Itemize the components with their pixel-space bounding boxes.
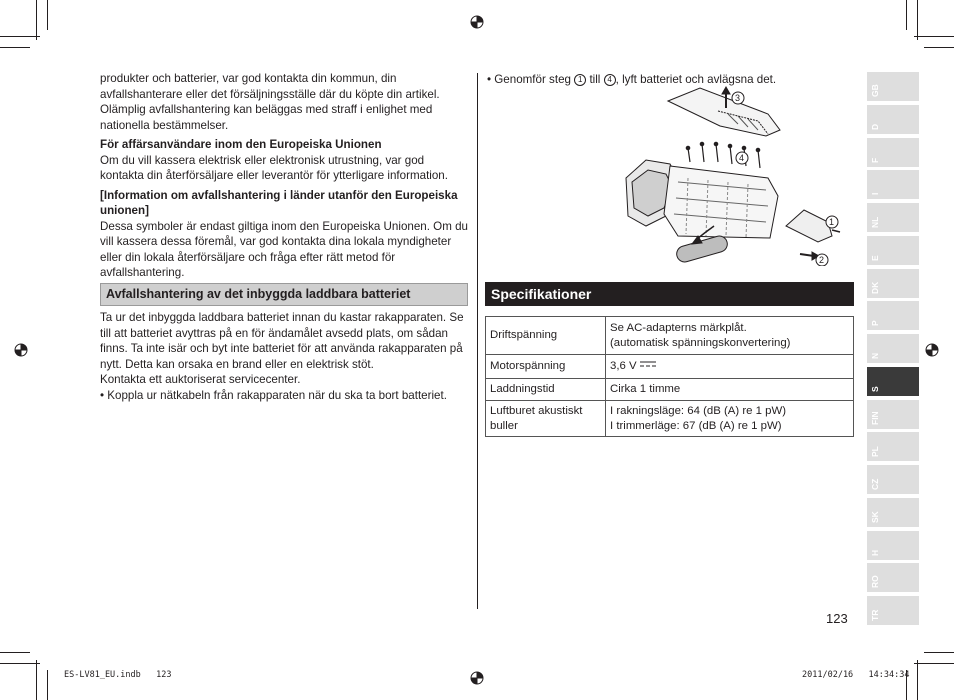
figure-step-label: 3 [735, 93, 741, 103]
left-column [100, 71, 468, 285]
battery-removal-illustration [618, 86, 852, 266]
crop-mark [914, 36, 954, 37]
language-tab-label: S [870, 386, 880, 392]
language-tab-sk [867, 498, 919, 527]
spec-value [606, 401, 854, 437]
language-tab-label: F [870, 157, 880, 163]
language-tab-cz [867, 465, 919, 494]
page-number: 123 [826, 611, 848, 626]
language-tab-fin [867, 400, 919, 429]
column-divider [477, 73, 478, 609]
spec-value-line: 3,6 V [610, 360, 637, 373]
figure-step-label: 1 [829, 217, 835, 227]
language-tab-label: RO [870, 575, 880, 589]
language-tab-e [867, 236, 919, 265]
crop-mark [0, 663, 40, 664]
spec-key: Motorspänning [486, 355, 606, 379]
language-tab-label: D [870, 123, 880, 130]
footer-timestamp: 2011/02/16 14:34:34 [802, 670, 910, 680]
removal-bullet-mid: till [589, 73, 601, 86]
language-tab-label: P [870, 320, 880, 327]
language-tab-i [867, 170, 919, 199]
language-tab-label: I [870, 192, 880, 196]
language-tab-pl [867, 432, 919, 461]
language-tab-gb [867, 72, 919, 101]
language-tab-d [867, 105, 919, 134]
registration-mark-icon [923, 341, 941, 359]
language-tab-h [867, 531, 919, 560]
crop-mark [47, 0, 48, 30]
crop-mark [914, 663, 954, 664]
figure-step-label: 2 [819, 255, 825, 265]
crop-mark [924, 47, 954, 48]
language-tab-p [867, 301, 919, 330]
battery-disposal-body [100, 310, 468, 403]
crop-mark [906, 0, 907, 30]
crop-mark [0, 652, 30, 653]
table-row [486, 401, 854, 437]
step-number: 4 [604, 74, 616, 86]
language-tab-label: CZ [870, 478, 880, 490]
battery-paragraph: Ta ur det inbyggda laddbara batteriet innan du kastar rakapparaten. Se till att batteriet avyttras på en för ändamålet avsedd plats, om sådan finns. Ta inte isär och byt inte batteriet för att använda rakapparaten på nytt. Detta kan orsaka en brand eller en elektrisk stöt. [100, 311, 464, 371]
figure-step-label: 4 [739, 153, 745, 163]
footer-file-info: ES-LV81_EU.indb 123 [64, 670, 172, 680]
language-tab-label: TR [870, 609, 880, 621]
table-row [486, 355, 854, 379]
language-tab-label: SK [870, 510, 880, 523]
specifications-heading: Specifikationer [485, 282, 854, 306]
language-tab-label: H [870, 549, 880, 556]
unplug-bullet: • Koppla ur nätkabeln från rakapparaten när du ska ta bort batteriet. [100, 388, 447, 402]
spec-value [606, 355, 854, 379]
spec-value [606, 317, 854, 355]
language-tab-label: DK [870, 281, 880, 294]
language-tab-ro [867, 563, 919, 592]
table-row [486, 379, 854, 401]
language-tab-n [867, 334, 919, 363]
removal-bullet-prefix: • Genomför steg [487, 73, 571, 86]
dc-symbol-icon [640, 360, 656, 368]
language-tab-label: GB [870, 84, 880, 97]
battery-disposal-heading: Avfallshantering av det inbyggda laddbara batteriet [100, 283, 468, 306]
spec-key: Driftspänning [486, 317, 606, 355]
intro-paragraph: produkter och batterier, var god kontakta din kommun, din avfallshanterare eller det försäljningsställe där du köpte din artikel. Olämplig avfallshantering kan beläggas med straff i enlighet med nationella bestämmelser. [100, 72, 440, 132]
crop-mark [47, 670, 48, 700]
spec-value: Cirka 1 timme [606, 379, 854, 401]
spec-value-line: I rakningsläge: 64 (dB (A) re 1 pW) [610, 405, 786, 417]
crop-mark [0, 36, 40, 37]
eu-business-heading: För affärsanvändare inom den Europeiska Unionen [100, 138, 382, 151]
service-center-paragraph: Kontakta ett auktoriserat servicecenter. [100, 373, 301, 386]
spec-key: Laddningstid [486, 379, 606, 401]
eu-business-paragraph: Om du vill kassera elektrisk eller elektronisk utrustning, var god kontakta din återförsäljare eller leverantör för ytterligare information. [100, 153, 448, 182]
language-tab-tr [867, 596, 919, 625]
non-eu-heading: [Information om avfallshantering i länder utanför den Europeiska unionen] [100, 188, 458, 217]
crop-mark [924, 652, 954, 653]
spec-value-line: (automatisk spänningskonvertering) [610, 336, 791, 349]
language-tab-label: N [870, 352, 880, 359]
language-tab-nl [867, 203, 919, 232]
specifications-table [485, 316, 854, 437]
spec-value-line: I trimmerläge: 67 (dB (A) re 1 pW) [610, 419, 782, 432]
crop-mark [0, 47, 30, 48]
crop-mark [917, 0, 918, 40]
non-eu-paragraph: Dessa symboler är endast giltiga inom den Europeiska Unionen. Om du vill kassera dessa föremål, var god kontakta dina lokala myndigheter eller din lokala återförsäljare och fråga efter rätt metod för avfallshantering. [100, 219, 468, 279]
crop-mark [36, 0, 37, 40]
language-tab-f [867, 138, 919, 167]
registration-mark-icon [12, 341, 30, 359]
table-row [486, 317, 854, 355]
language-tab-label: E [870, 255, 880, 261]
language-tab-label: NL [870, 216, 880, 228]
registration-mark-icon [468, 669, 486, 687]
removal-bullet-suffix: , lyft batteriet och avlägsna det. [615, 73, 777, 86]
registration-mark-icon [468, 13, 486, 31]
crop-mark [36, 660, 37, 700]
language-tab-s [867, 367, 919, 396]
language-tab-label: FIN [870, 410, 880, 425]
step-number: 1 [574, 74, 586, 86]
language-tab-dk [867, 269, 919, 298]
spec-key: Luftburet akustiskt buller [486, 401, 606, 437]
crop-mark [917, 660, 918, 700]
spec-value-line: Se AC-adapterns märkplåt. [610, 322, 747, 334]
language-tab-label: PL [870, 446, 880, 458]
